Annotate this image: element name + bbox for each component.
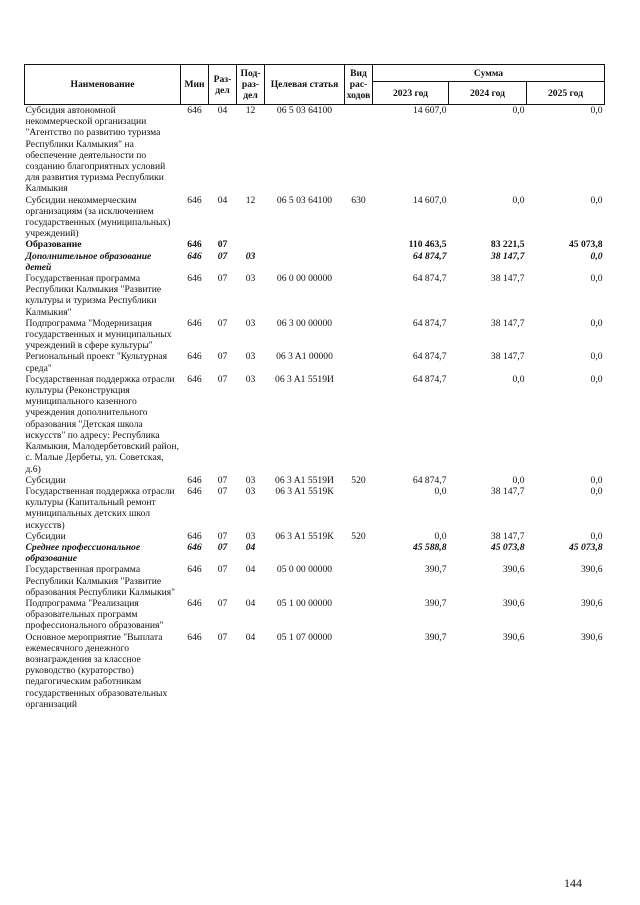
row-min: 646 xyxy=(187,317,202,329)
row-target: 06 5 03 64100 xyxy=(276,105,333,116)
row-podrazdel: 04 xyxy=(245,564,256,576)
table-row xyxy=(25,351,605,373)
row-2025: 0,0 xyxy=(590,485,603,497)
row-2025: 0,0 xyxy=(590,194,603,206)
row-podrazdel: 03 xyxy=(245,317,256,329)
row-min: 646 xyxy=(187,631,202,643)
row-min: 646 xyxy=(187,239,202,251)
header-sum: Сумма xyxy=(373,65,605,82)
table-row xyxy=(25,598,605,632)
row-target xyxy=(265,251,345,273)
row-2023: 45 588,8 xyxy=(412,541,447,553)
row-2025: 45 073,8 xyxy=(568,239,603,251)
row-2023: 64 874,7 xyxy=(412,474,447,486)
row-podrazdel: 03 xyxy=(245,530,256,542)
row-target: 06 3 A1 5519К xyxy=(275,530,334,542)
row-target xyxy=(265,542,345,564)
row-2025: 0,0 xyxy=(590,273,603,285)
table-row xyxy=(25,105,605,195)
row-vid xyxy=(345,105,373,195)
row-vid xyxy=(345,273,373,318)
table-body xyxy=(25,105,605,710)
row-target: 05 1 07 00000 xyxy=(276,631,333,643)
row-podrazdel: 04 xyxy=(245,541,256,553)
row-2025: 0,0 xyxy=(590,317,603,329)
row-2023: 390,7 xyxy=(424,597,447,609)
row-2024: 45 073,8 xyxy=(490,541,525,553)
row-2025: 390,6 xyxy=(580,631,603,643)
row-name: Подпрограмма "Модернизация государственных и муниципальных учреждений в сфере культуры" xyxy=(25,317,172,352)
row-2024: 0,0 xyxy=(512,105,525,116)
row-2025: 45 073,8 xyxy=(568,541,603,553)
row-min: 646 xyxy=(187,541,202,553)
row-name: Региональный проект "Культурная среда" xyxy=(25,351,168,374)
row-2024: 38 147,7 xyxy=(490,250,525,262)
row-razdel: 07 xyxy=(217,239,228,251)
row-target: 06 3 A1 5519К xyxy=(275,485,334,497)
row-name: Субсидия автономной некоммерческой организации "Агентство по развитию туризма Республики Калмыкия" на обеспечение деятельности по созданию благоприятных условий для развития туризма Республики Калмыкия xyxy=(25,105,166,195)
header-name: Наименование xyxy=(25,65,181,105)
table-row xyxy=(25,374,605,475)
row-2025: 0,0 xyxy=(590,351,603,363)
row-razdel: 04 xyxy=(217,105,228,116)
row-podrazdel: 03 xyxy=(245,250,256,262)
row-target: 06 3 A1 5519И xyxy=(275,474,334,486)
row-target xyxy=(265,239,345,250)
table-row xyxy=(25,564,605,598)
header-target: Целевая статья xyxy=(265,65,345,105)
header-2025: 2025 год xyxy=(527,82,605,105)
row-vid xyxy=(345,239,373,250)
row-2024: 0,0 xyxy=(512,474,525,486)
row-vid: 520 xyxy=(351,474,366,486)
table-row xyxy=(25,239,605,250)
row-vid xyxy=(345,598,373,632)
row-vid: 630 xyxy=(351,194,366,206)
row-name: Дополнительное образование детей xyxy=(25,250,152,273)
row-podrazdel xyxy=(237,239,265,250)
row-podrazdel: 04 xyxy=(245,597,256,609)
row-2025: 0,0 xyxy=(590,530,603,542)
budget-table xyxy=(24,64,605,710)
row-razdel: 07 xyxy=(217,317,228,329)
row-name: Подпрограмма "Реализация образовательных программ профессионального образования" xyxy=(25,597,164,632)
row-min: 646 xyxy=(187,250,202,262)
row-2024: 390,6 xyxy=(502,564,525,576)
row-min: 646 xyxy=(187,105,202,116)
row-name: Государственная программа Республики Калмыкия "Развитие образования Республики Калмыкия" xyxy=(25,564,176,598)
row-target: 06 5 03 64100 xyxy=(276,194,333,206)
row-min: 646 xyxy=(187,530,202,542)
row-podrazdel: 03 xyxy=(245,273,256,285)
row-razdel: 07 xyxy=(217,530,228,542)
row-razdel: 07 xyxy=(217,485,228,497)
row-2023: 0,0 xyxy=(434,485,447,497)
row-2024: 38 147,7 xyxy=(490,485,525,497)
table-row xyxy=(25,273,605,318)
row-razdel: 07 xyxy=(217,250,228,262)
row-2023: 64 874,7 xyxy=(412,351,447,363)
row-name: Государственная программа Республики Калмыкия "Развитие культуры и туризма Республики Калмыкия" xyxy=(25,273,162,318)
row-razdel: 04 xyxy=(217,194,228,206)
row-min: 646 xyxy=(187,564,202,576)
row-2023: 110 463,5 xyxy=(408,239,447,251)
row-razdel: 07 xyxy=(217,373,228,385)
row-target: 06 0 00 00000 xyxy=(276,273,333,285)
row-vid xyxy=(345,318,373,352)
row-2025: 0,0 xyxy=(590,105,603,116)
table-row xyxy=(25,251,605,273)
row-target: 05 0 00 00000 xyxy=(276,564,333,576)
table-row xyxy=(25,318,605,352)
row-2025: 0,0 xyxy=(590,250,603,262)
row-2025: 0,0 xyxy=(590,474,603,486)
row-razdel: 07 xyxy=(217,564,228,576)
row-podrazdel: 12 xyxy=(245,105,256,116)
row-razdel: 07 xyxy=(217,541,228,553)
row-podrazdel: 03 xyxy=(245,485,256,497)
row-2024: 83 221,5 xyxy=(490,239,525,251)
row-name: Основное мероприятие "Выплата ежемесячного денежного вознаграждения за классное руководство (кураторство) педагогическим работникам государственных образовательных организаций xyxy=(25,631,168,710)
row-vid xyxy=(345,374,373,475)
row-2023: 64 874,7 xyxy=(412,273,447,285)
row-2024: 38 147,7 xyxy=(490,317,525,329)
row-min: 646 xyxy=(187,597,202,609)
row-name: Субсидии некоммерческим организациям (за исключением государственных (муниципальных) учреждений) xyxy=(25,194,171,240)
row-2023: 390,7 xyxy=(424,564,447,576)
row-name: Государственная поддержка отрасли культуры (Капитальный ремонт муниципальных детских школ искусств) xyxy=(25,485,175,531)
row-2024: 0,0 xyxy=(512,373,525,385)
table-row xyxy=(25,195,605,240)
row-target: 06 3 A1 00000 xyxy=(276,351,333,363)
row-vid xyxy=(345,486,373,531)
row-razdel: 07 xyxy=(217,631,228,643)
row-min: 646 xyxy=(187,485,202,497)
row-2025: 0,0 xyxy=(590,373,603,385)
row-2025: 390,6 xyxy=(580,564,603,576)
row-min: 646 xyxy=(187,474,202,486)
row-min: 646 xyxy=(187,273,202,285)
row-2025: 390,6 xyxy=(580,597,603,609)
row-min: 646 xyxy=(187,351,202,363)
row-name: Субсидии xyxy=(25,530,66,542)
header-2024: 2024 год xyxy=(449,82,527,105)
table-row xyxy=(25,475,605,486)
row-razdel: 07 xyxy=(217,273,228,285)
row-podrazdel: 03 xyxy=(245,474,256,486)
row-2024: 38 147,7 xyxy=(490,351,525,363)
row-2024: 38 147,7 xyxy=(490,273,525,285)
row-vid xyxy=(345,542,373,564)
row-name: Субсидии xyxy=(25,474,66,486)
row-name: Государственная поддержка отрасли культуры (Реконструкция муниципального казенного учреждения дополнительного образования "Детская школа искусств" по адресу: Республика Калмыкия, Малодербетовский район, с. Малые Дербеты, ул. Советская, д.6) xyxy=(25,373,179,475)
row-2023: 0,0 xyxy=(434,530,447,542)
row-vid xyxy=(345,351,373,373)
row-2023: 390,7 xyxy=(424,631,447,643)
header-vid: Вид рас-ходов xyxy=(345,65,373,105)
table-row xyxy=(25,486,605,531)
row-2024: 38 147,7 xyxy=(490,530,525,542)
row-target: 06 3 00 00000 xyxy=(276,317,333,329)
row-2024: 390,6 xyxy=(502,631,525,643)
page-number: 144 xyxy=(564,876,582,890)
row-razdel: 07 xyxy=(217,474,228,486)
row-2023: 64 874,7 xyxy=(412,373,447,385)
row-podrazdel: 03 xyxy=(245,351,256,363)
table-header xyxy=(25,65,605,105)
row-2023: 14 607,0 xyxy=(412,105,447,116)
row-2024: 390,6 xyxy=(502,597,525,609)
row-name: Образование xyxy=(25,239,82,251)
row-2023: 64 874,7 xyxy=(412,250,447,262)
budget-document xyxy=(24,64,604,710)
row-vid xyxy=(345,564,373,598)
row-2024: 0,0 xyxy=(512,194,525,206)
row-name: Среднее профессиональное образование xyxy=(25,541,141,565)
header-razdel: Раз-дел xyxy=(209,65,237,105)
row-podrazdel: 04 xyxy=(245,631,256,643)
table-row xyxy=(25,542,605,564)
row-podrazdel: 12 xyxy=(245,194,256,206)
row-min: 646 xyxy=(187,373,202,385)
header-min: Мин xyxy=(181,65,209,105)
header-2023: 2023 год xyxy=(373,82,449,105)
row-2023: 14 607,0 xyxy=(412,194,447,206)
row-min: 646 xyxy=(187,194,202,206)
row-target: 05 1 00 00000 xyxy=(276,597,333,609)
row-vid: 520 xyxy=(351,530,366,542)
row-2023: 64 874,7 xyxy=(412,317,447,329)
table-row xyxy=(25,632,605,710)
row-vid xyxy=(345,251,373,273)
header-podrazdel: Под-раз-дел xyxy=(237,65,265,105)
row-target: 06 3 A1 5519И xyxy=(275,373,334,385)
table-row xyxy=(25,531,605,542)
row-razdel: 07 xyxy=(217,351,228,363)
row-podrazdel: 03 xyxy=(245,373,256,385)
row-vid xyxy=(345,632,373,710)
row-razdel: 07 xyxy=(217,597,228,609)
